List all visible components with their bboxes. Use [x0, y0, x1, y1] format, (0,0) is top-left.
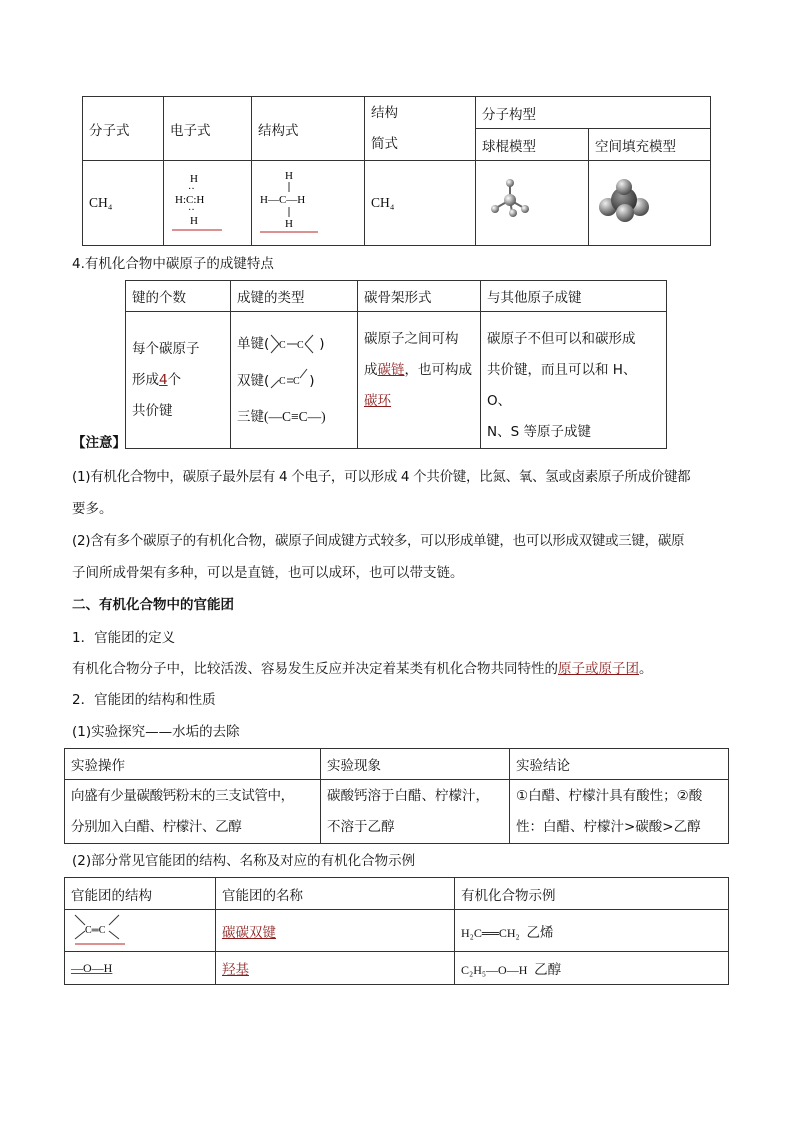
space-filling-model-image — [595, 176, 655, 226]
electron-formula-diagram — [170, 166, 240, 236]
svg-text:C: C — [279, 376, 286, 387]
s-h-bottom: H — [285, 218, 293, 230]
cell-ball-model — [476, 161, 589, 246]
functional-group-title: (2)部分常见官能团的结构、名称及对应的有机化合物示例 — [72, 853, 416, 869]
note-p2-line2: 子间所成骨架有多种，可以是直链，也可以成环，也可以带支链。 — [72, 565, 464, 581]
note-p2-line1: (2)含有多个碳原子的有机化合物，碳原子间成键方式较多，可以形成单键，也可以形成双键或三键，碳原 — [72, 533, 685, 549]
cell-fg-structure-double-bond — [65, 910, 216, 952]
header-fg-name: 官能团的名称 — [216, 878, 455, 910]
cell-fg-name-double-bond — [216, 910, 455, 952]
header-operation: 实验操作 — [65, 749, 321, 780]
cell-conclusion: ①白醋、柠檬汁具有酸性；②酸 性：白醋、柠檬汁>碳酸>乙醇 — [510, 780, 729, 844]
cell-fg-structure-hydroxyl: —O—H — [65, 952, 216, 985]
double-bond-diagram — [269, 366, 309, 396]
section-2-title: 二、有机化合物中的官能团 — [72, 597, 234, 613]
cell-phenomenon: 碳酸钙溶于白醋、柠檬汁， 不溶于乙醇 — [321, 780, 510, 844]
svg-text:C: C — [293, 376, 300, 387]
header-structural: 结构式 — [252, 97, 365, 161]
header-bond-type: 成键的类型 — [231, 281, 358, 312]
header-other-atoms: 与其他原子成键 — [481, 281, 667, 312]
note-title: 【注意】 — [72, 435, 126, 451]
cell-structural-formula — [252, 161, 365, 246]
experiment-table — [64, 748, 729, 844]
cell-space-model — [589, 161, 711, 246]
header-phenomenon: 实验现象 — [321, 749, 510, 780]
answer-hydroxyl: 羟基 — [222, 962, 249, 978]
header-skeleton: 碳骨架形式 — [358, 281, 481, 312]
double-bond-structure-diagram — [71, 911, 131, 947]
cell-electron-formula — [164, 161, 252, 246]
methane-table — [82, 96, 711, 246]
cell-bond-types: 单键( C C ) 双键( C C ) 三键(—C≡C—) — [231, 312, 358, 449]
cell-fg-example-ethanol: C₂H₅—O—H 乙醇 — [455, 952, 729, 985]
cell-fg-example-ethylene: H₂C══CH₂ 乙烯 — [455, 910, 729, 952]
experiment-title: (1)实验探究——水垢的去除 — [72, 724, 240, 740]
cell-simple-formula: CH₄ — [365, 161, 476, 246]
single-bond-diagram — [269, 331, 319, 357]
header-space-model: 空间填充模型 — [589, 129, 711, 161]
cell-formula: CH₄ — [83, 161, 164, 246]
header-fg-structure: 官能团的结构 — [65, 878, 216, 910]
bonding-table — [125, 280, 667, 449]
cell-skeleton: 碳原子之间可构 成碳链，也可构成 碳环 — [358, 312, 481, 449]
s-h-top: H — [285, 170, 293, 182]
section-4-title: 4.有机化合物中碳原子的成键特点 — [72, 256, 274, 272]
cell-operation: 向盛有少量碳酸钙粉末的三支试管中， 分别加入白醋、柠檬汁、乙醇 — [65, 780, 321, 844]
e-dots-bottom: ·· — [188, 205, 195, 216]
ball-stick-model-image — [482, 176, 542, 226]
header-model: 分子构型 — [476, 97, 711, 129]
e-h-bottom: H — [190, 215, 198, 227]
header-fg-example: 有机化合物示例 — [455, 878, 729, 910]
svg-text:C: C — [279, 340, 286, 351]
e-center: H:C:H — [175, 194, 205, 206]
definition-title: 1．官能团的定义 — [72, 630, 176, 646]
header-simple: 结构 简式 — [365, 97, 476, 161]
cell-other-atoms: 碳原子不但可以和碳形成 共价键，而且可以和 H、O、 N、S 等原子成键 — [481, 312, 667, 449]
e-h-top: H — [190, 173, 198, 185]
cell-bond-count: 每个碳原子 形成4个 共价键 — [126, 312, 231, 449]
e-dots-top: ·· — [188, 184, 195, 195]
structural-formula-diagram — [258, 166, 328, 236]
note-p1-line2: 要多。 — [72, 501, 113, 517]
header-ball-model: 球棍模型 — [476, 129, 589, 161]
answer-carbon-ring: 碳环 — [364, 393, 391, 409]
cell-fg-name-hydroxyl — [216, 952, 455, 985]
answer-4: 4 — [159, 371, 168, 388]
header-formula: 分子式 — [83, 97, 164, 161]
svg-text:C═C: C═C — [85, 924, 106, 936]
answer-double-bond: 碳碳双键 — [222, 924, 276, 941]
note-p1-line1: (1)有机化合物中，碳原子最外层有 4 个电子，可以形成 4 个共价键，比氮、氧、氢或卤素原子所成价键都 — [72, 469, 691, 485]
svg-text:C: C — [297, 340, 304, 351]
answer-atom-group: 原子或原子团 — [558, 661, 639, 677]
functional-group-table — [64, 877, 729, 985]
s-center: H—C—H — [260, 194, 306, 206]
definition-text: 有机化合物分子中，比较活泼、容易发生反应并决定着某类有机化合物共同特性的原子或原子团。 — [72, 661, 653, 677]
header-electron: 电子式 — [164, 97, 252, 161]
structure-title: 2．官能团的结构和性质 — [72, 692, 216, 708]
header-conclusion: 实验结论 — [510, 749, 729, 780]
answer-carbon-chain: 碳链 — [377, 362, 405, 378]
header-bond-count: 键的个数 — [126, 281, 231, 312]
